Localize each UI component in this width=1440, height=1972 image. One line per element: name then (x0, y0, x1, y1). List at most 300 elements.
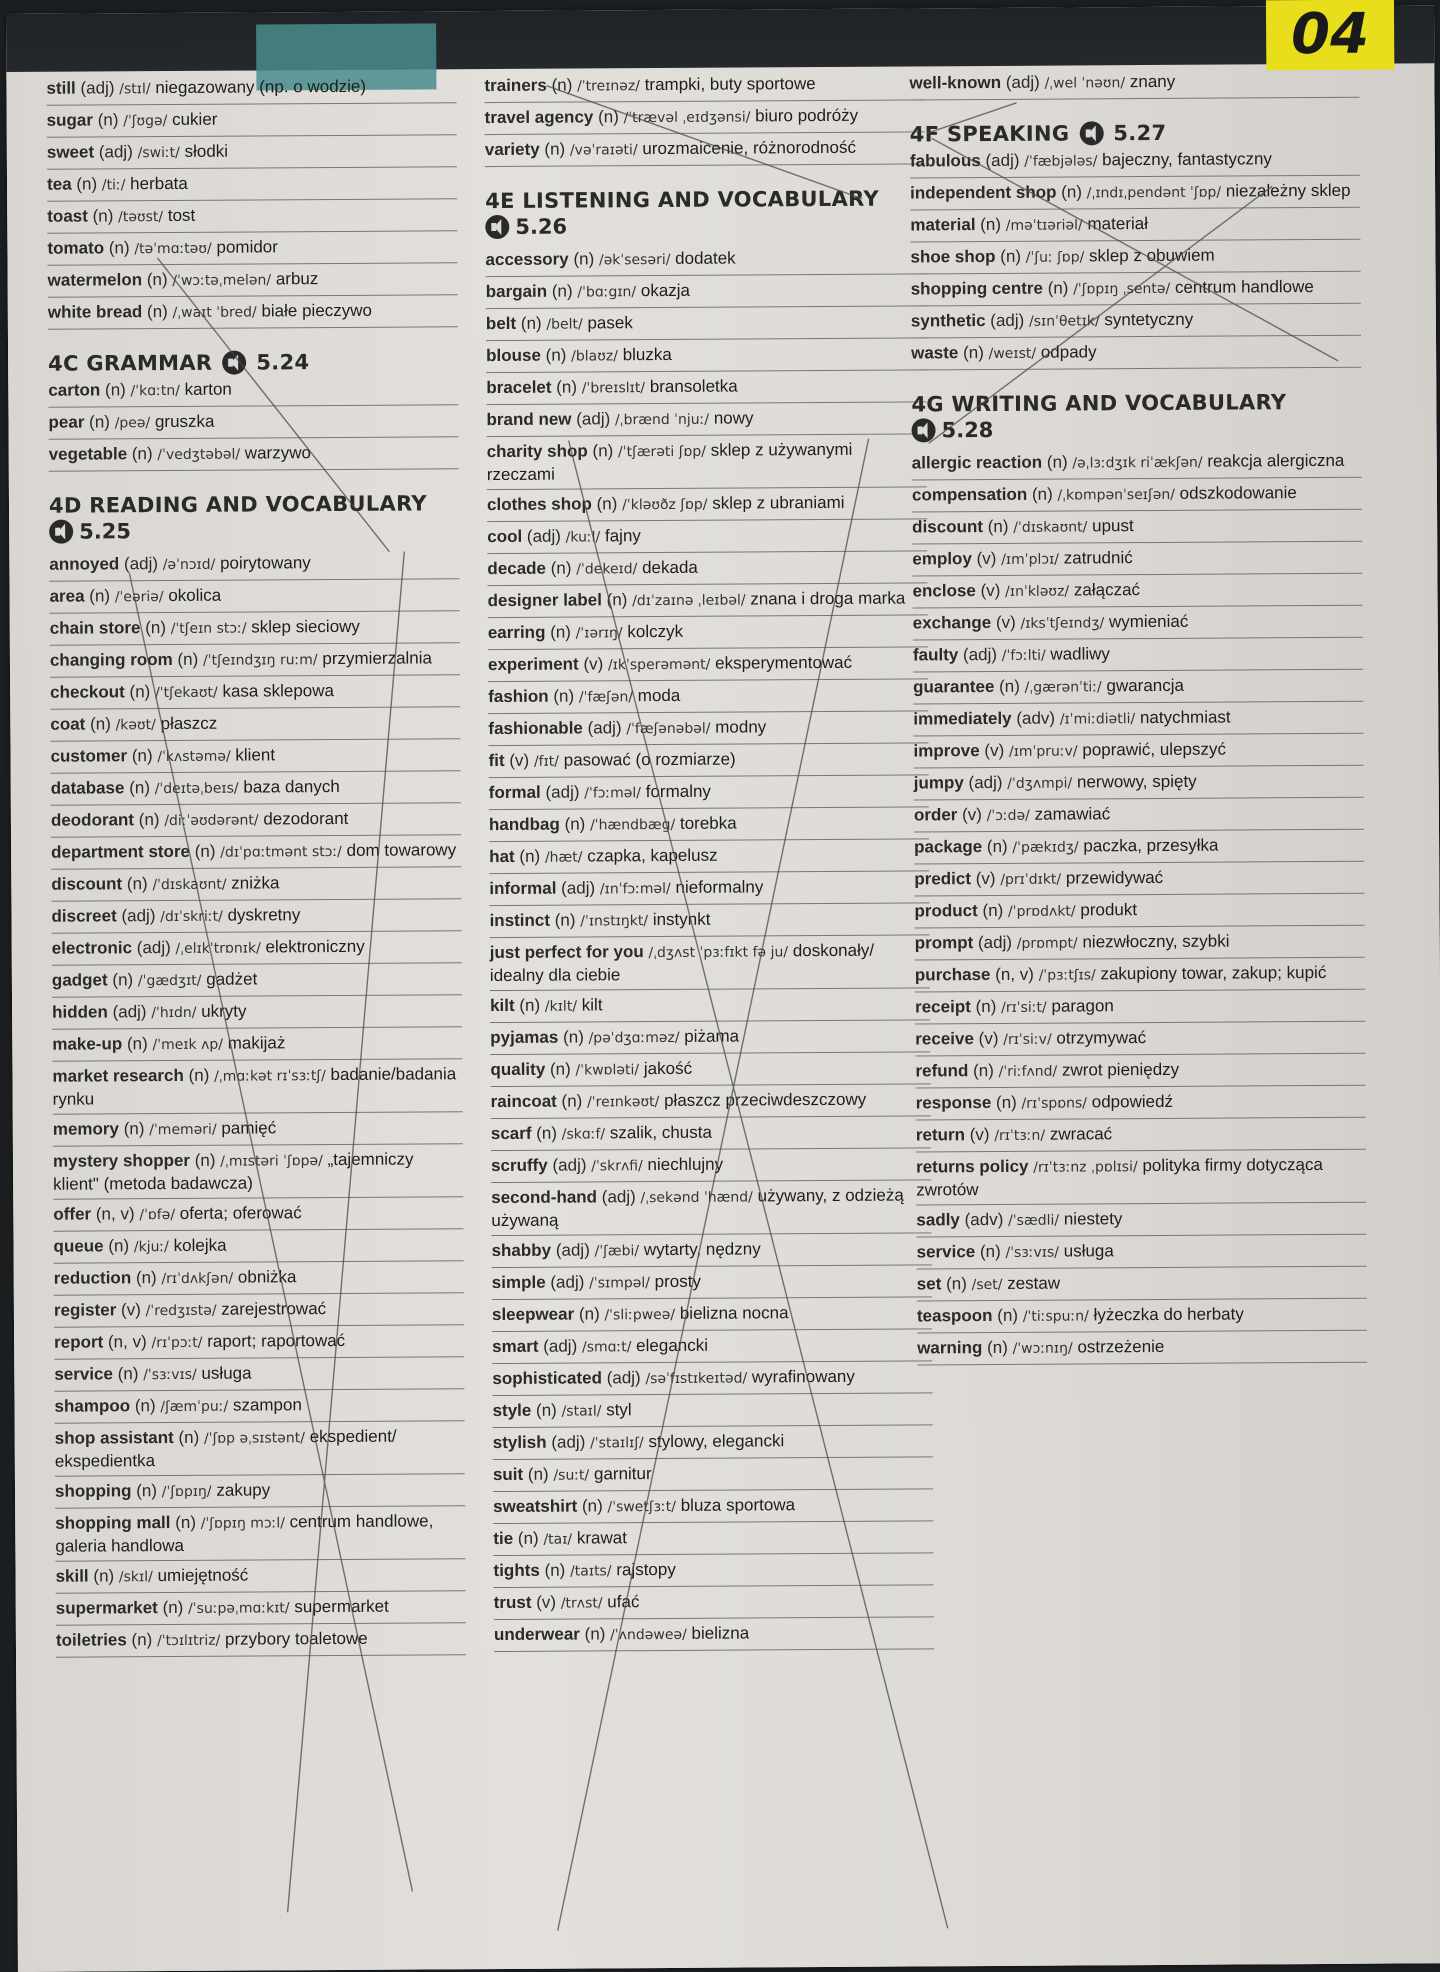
polish-translation: obniżka (237, 1267, 297, 1287)
vocab-headword: sugar (46, 110, 94, 130)
vocab-entry (55, 1421, 465, 1477)
vocab-headword: returns policy (916, 1156, 1029, 1177)
vocab-headword: changing room (49, 649, 173, 670)
part-of-speech: (n) (188, 1065, 210, 1085)
pronunciation: /taɪ/ (543, 1531, 573, 1548)
part-of-speech: (n) (93, 1566, 115, 1586)
vocab-headword: blouse (486, 345, 541, 366)
pronunciation: /staɪl/ (561, 1403, 602, 1420)
polish-translation: zarejestrować (221, 1299, 327, 1319)
part-of-speech: (adj) (123, 554, 159, 574)
part-of-speech: (n) (175, 1512, 197, 1532)
vocab-entry (492, 1265, 932, 1300)
pronunciation: /səˈfɪstɪkeɪtəd/ (645, 1370, 748, 1388)
vocab-entry (49, 437, 459, 472)
polish-translation: poirytowany (219, 553, 311, 573)
part-of-speech: (n) (606, 590, 628, 610)
vocab-entry (53, 1112, 463, 1147)
vocab-entry (489, 903, 929, 938)
pronunciation: /ˈtiːspuːn/ (1022, 1308, 1089, 1325)
pronunciation: /ˌdʒʌst ˈpɜːfɪkt fə ju/ (648, 944, 789, 962)
unit-number-badge: 04 (1266, 0, 1394, 70)
vocab-headword: jumpy (913, 773, 964, 793)
vocab-entry (47, 167, 457, 202)
pronunciation: /pəˈdʒɑːməz/ (588, 1029, 680, 1047)
vocab-entry (490, 935, 930, 991)
vocab-headword: compensation (911, 484, 1028, 505)
polish-translation: pomidor (216, 237, 278, 257)
vocab-entry (485, 132, 925, 167)
pronunciation: /kəʊt/ (115, 717, 156, 734)
vocab-headword: still (46, 78, 76, 98)
pronunciation: /ˌsekənd ˈhænd/ (640, 1189, 753, 1207)
polish-translation: warzywo (244, 443, 311, 463)
part-of-speech: (adv) (1016, 708, 1056, 728)
part-of-speech: (n) (178, 1427, 200, 1447)
polish-translation: fajny (604, 526, 641, 546)
audio-speaker-icon[interactable] (49, 520, 73, 544)
part-of-speech: (n) (979, 1241, 1001, 1262)
vocab-entry (911, 304, 1361, 339)
vocab-entry (914, 798, 1364, 833)
vocab-headword: warning (917, 1338, 983, 1358)
vocab-headword: shop assistant (54, 1428, 174, 1448)
part-of-speech: (n) (519, 846, 541, 866)
polish-translation: makijaż (227, 1033, 286, 1053)
vocab-headword: set (916, 1274, 942, 1294)
pronunciation: /ˈtrævəl ˌeɪdʒənsi/ (623, 109, 751, 127)
vocab-headword: bargain (485, 281, 548, 302)
vocab-headword: experiment (487, 654, 579, 675)
audio-speaker-icon[interactable] (485, 215, 509, 239)
vocab-headword: second-hand (491, 1187, 598, 1208)
polish-translation: znany (1129, 71, 1176, 92)
pronunciation: /ˈstaɪlɪʃ/ (590, 1435, 644, 1452)
vocab-headword: trainers (484, 75, 547, 96)
vocab-headword: watermelon (47, 270, 143, 290)
vocab-headword: memory (52, 1119, 120, 1139)
polish-translation: zniżka (231, 873, 280, 893)
audio-track-number: 5.27 (1113, 120, 1167, 146)
part-of-speech: (n) (544, 1560, 566, 1580)
part-of-speech: (n) (138, 810, 160, 830)
column-1 (46, 71, 466, 1657)
vocab-entry (48, 405, 458, 440)
polish-translation: pasować (o rozmiarze) (563, 749, 736, 770)
vocab-entry (50, 611, 460, 646)
vocab-entry (488, 711, 928, 746)
vocab-entry (53, 1197, 463, 1232)
polish-translation: prosty (654, 1271, 701, 1292)
vocab-headword: employ (912, 549, 972, 569)
section-4c-grammar (48, 349, 458, 376)
vocab-headword: electronic (51, 938, 133, 958)
vocab-headword: faulty (912, 645, 959, 665)
part-of-speech: (n) (551, 281, 573, 301)
vocab-headword: coat (50, 714, 86, 734)
polish-translation: nerwowy, spięty (1076, 771, 1197, 792)
pronunciation: /ɪnˈkləʊz/ (1005, 583, 1070, 600)
polish-translation: biuro podróży (755, 105, 859, 126)
polish-translation: niezwłoczny, szybki (1082, 931, 1230, 952)
polish-translation: raport; raportować (207, 1330, 346, 1351)
audio-speaker-icon[interactable] (911, 418, 935, 442)
pronunciation: /rɪˈdʌkʃən/ (161, 1270, 234, 1288)
polish-translation: bielizna nocna (679, 1303, 789, 1323)
part-of-speech: (n) (117, 1364, 139, 1384)
vocab-entry (915, 958, 1365, 993)
part-of-speech: (n) (1047, 278, 1069, 298)
part-of-speech: (n) (556, 377, 578, 397)
writing-word-list (912, 446, 1368, 1366)
polish-translation: zakupy (216, 1480, 271, 1500)
polish-translation: zakupiony towar, zakup; kupić (1100, 962, 1327, 984)
pronunciation: /ˈʃʊgə/ (123, 113, 168, 130)
vocab-headword: quality (490, 1059, 546, 1080)
polish-translation: rajstopy (616, 1559, 676, 1580)
section-4f-speaking (910, 120, 1360, 147)
vocab-entry (916, 1118, 1366, 1153)
vocab-entry (494, 1617, 934, 1652)
vocab-headword: tea (46, 174, 72, 194)
pronunciation: /vəˈraɪəti/ (569, 142, 638, 159)
part-of-speech: (n) (550, 622, 572, 642)
pronunciation: /ˈpækɪdʒ/ (1012, 839, 1079, 856)
vocab-headword: belt (485, 313, 517, 334)
pronunciation: /ˈsædli/ (1008, 1212, 1060, 1229)
vocab-headword: allergic reaction (911, 452, 1043, 473)
pronunciation: /trʌst/ (560, 1595, 603, 1612)
pronunciation: /diːˈəʊdərənt/ (164, 812, 259, 830)
part-of-speech: (adj) (136, 938, 171, 958)
pronunciation: /ˈhɪdn/ (151, 1004, 197, 1022)
polish-translation: herbata (130, 173, 188, 194)
vocab-entry (48, 263, 458, 298)
vocab-headword: sweet (46, 142, 95, 162)
polish-translation: elektroniczny (265, 936, 365, 957)
polish-translation: przewidywać (1065, 867, 1164, 888)
vocab-entry (913, 702, 1363, 737)
part-of-speech: (n) (136, 1481, 158, 1501)
polish-translation: stylowy, elegancki (648, 1431, 785, 1452)
vocab-headword: pear (48, 412, 85, 432)
polish-translation: ukryty (201, 1001, 247, 1021)
vocab-headword: earring (487, 622, 546, 643)
polish-translation: arbuz (275, 269, 319, 289)
part-of-speech: (n) (131, 746, 153, 766)
pronunciation: /təˈmɑːtəʊ/ (134, 240, 212, 258)
part-of-speech: (n) (550, 558, 572, 578)
pronunciation: /ˈʃɒpɪŋ ˌsentə/ (1073, 280, 1171, 298)
pronunciation: /peə/ (114, 415, 151, 432)
pronunciation: /ˈredʒɪstə/ (145, 1302, 217, 1320)
polish-translation: oferta; oferować (179, 1203, 302, 1223)
pronunciation: /ˈtɔɪlɪtriz/ (157, 1632, 221, 1650)
vocab-entry (913, 606, 1363, 641)
polish-translation: jakość (643, 1058, 693, 1079)
polish-translation: usługa (201, 1363, 252, 1383)
part-of-speech: (n) (963, 343, 984, 363)
polish-translation: słodki (184, 141, 229, 161)
vocab-headword: hidden (52, 1002, 108, 1022)
vocab-entry (52, 1027, 462, 1062)
vocab-entry (493, 1425, 933, 1460)
pronunciation: /suːt/ (553, 1467, 590, 1484)
pronunciation: /ˈʃuː ʃɒp/ (1025, 249, 1085, 266)
part-of-speech: (n) (177, 649, 199, 669)
section-title: 4F SPEAKING (909, 121, 1070, 147)
polish-translation: umiejętność (157, 1565, 249, 1586)
part-of-speech: (n) (564, 814, 586, 834)
polish-translation: baza danych (243, 776, 340, 797)
vocab-headword: charity shop (486, 441, 588, 462)
part-of-speech: (v) (536, 1592, 557, 1612)
vocab-entry (489, 775, 929, 810)
vocab-entry (489, 871, 929, 906)
vocab-headword: discount (912, 517, 984, 537)
vocab-headword: fashionable (488, 718, 583, 739)
polish-translation: doskonały/ idealny dla ciebie (489, 940, 875, 986)
part-of-speech: (n) (975, 996, 997, 1017)
polish-translation: torebka (679, 813, 737, 833)
pronunciation: /ɪmˈpruːv/ (1008, 743, 1078, 760)
vocab-entry (914, 894, 1364, 929)
part-of-speech: (n) (561, 1091, 583, 1111)
pronunciation: /hæt/ (544, 849, 583, 866)
part-of-speech: (v) (980, 580, 1001, 601)
audio-speaker-icon[interactable] (1079, 121, 1103, 145)
part-of-speech: (n) (146, 302, 168, 322)
vocab-entry (50, 707, 460, 742)
polish-translation: odpowiedź (1091, 1091, 1174, 1112)
pronunciation: /ˌwaɪt ˈbred/ (172, 304, 257, 321)
polish-translation: garnitur (593, 1464, 652, 1484)
vocab-entry (910, 144, 1360, 179)
vocab-headword: package (914, 837, 983, 857)
polish-translation: karton (184, 379, 232, 399)
pronunciation: /ˈkwɒləti/ (575, 1062, 640, 1079)
vocab-entry (493, 1489, 933, 1524)
vocab-entry (50, 739, 460, 774)
part-of-speech: (adj) (121, 906, 156, 926)
vocabulary-page (6, 1, 1440, 1972)
vocab-entry (48, 295, 458, 330)
vocab-entry (53, 1229, 463, 1264)
polish-translation: dyskretny (227, 905, 301, 925)
part-of-speech: (adj) (98, 142, 133, 162)
vocab-entry (47, 199, 457, 234)
polish-translation: płaszcz przeciwdeszczowy (663, 1089, 867, 1111)
vocab-headword: supermarket (55, 1598, 158, 1618)
listening-word-list (485, 242, 934, 1652)
pronunciation: /ˌelɪkˈtrɒnɪk/ (175, 940, 261, 957)
vocab-headword: product (914, 901, 978, 921)
section-title: 4C GRAMMAR (48, 350, 213, 376)
part-of-speech: (adj) (587, 718, 622, 738)
polish-translation: eksperymentować (715, 652, 853, 673)
part-of-speech: (n) (123, 1119, 145, 1139)
vocab-entry (49, 579, 459, 614)
pronunciation: /ˈfɔːlti/ (1001, 647, 1046, 664)
part-of-speech: (adj) (550, 1272, 585, 1292)
polish-translation: badanie/badania rynku (52, 1064, 457, 1109)
vocab-headword: register (53, 1300, 117, 1320)
pronunciation: /ˌbrænd ˈnjuː/ (614, 411, 710, 429)
vocab-entry (46, 71, 456, 106)
polish-translation: dezodorant (263, 808, 349, 829)
part-of-speech: (n) (135, 1268, 157, 1288)
pronunciation: /ˈfɔːməl/ (584, 785, 642, 802)
part-of-speech: (adj) (990, 310, 1025, 330)
pronunciation: /skɪl/ (118, 1569, 153, 1586)
polish-translation: kilt (581, 995, 603, 1015)
polish-translation: niegazowany (np. o wodzie) (155, 76, 367, 98)
vocab-entry (917, 1331, 1367, 1366)
pronunciation: /ˈɪərɪŋ/ (575, 625, 623, 642)
pronunciation: /taɪts/ (570, 1563, 612, 1580)
vocab-headword: variety (484, 139, 540, 160)
page-top-edge (6, 5, 1434, 72)
vocab-headword: tomato (47, 238, 105, 258)
polish-translation: poprawić, ulepszyć (1082, 739, 1227, 760)
vocab-entry (909, 66, 1359, 101)
part-of-speech: (n) (987, 1337, 1008, 1358)
vocab-entry (490, 1020, 930, 1055)
part-of-speech: (n) (162, 1597, 184, 1618)
polish-translation: instynkt (652, 909, 711, 930)
part-of-speech: (adj) (601, 1187, 636, 1207)
vocab-entry (913, 734, 1363, 769)
pronunciation: /dɪˈzaɪnə ˌleɪbəl/ (632, 592, 746, 610)
part-of-speech: (adj) (968, 772, 1003, 793)
vocab-headword: material (910, 215, 976, 235)
pronunciation: /swiːt/ (137, 144, 180, 162)
part-of-speech: (adj) (962, 644, 998, 665)
pronunciation: /tiː/ (101, 177, 126, 194)
vocab-entry (488, 583, 928, 618)
vocab-headword: scarf (490, 1123, 532, 1144)
vocab-headword: department store (51, 841, 191, 862)
section-4e-audio (485, 212, 925, 239)
polish-translation: natychmiast (1139, 707, 1231, 728)
polish-translation: polityka firmy dotycząca zwrotów (916, 1154, 1323, 1200)
vocab-entry (910, 240, 1360, 275)
pronunciation: /fɪt/ (533, 753, 560, 770)
vocab-entry (52, 963, 462, 998)
part-of-speech: (adj) (985, 150, 1020, 171)
pronunciation: /ˈhændbæg/ (590, 816, 676, 834)
vocab-headword: fit (488, 750, 505, 771)
vocab-headword: shopping mall (55, 1513, 171, 1533)
polish-translation: zatrudnić (1063, 548, 1133, 568)
vocab-entry (915, 926, 1365, 961)
vocab-entry (54, 1261, 464, 1296)
part-of-speech: (adj) (1005, 72, 1040, 92)
polish-translation: szampon (232, 1395, 302, 1415)
vocab-entry (484, 68, 924, 103)
vocab-headword: cool (487, 526, 523, 547)
pronunciation: /weɪst/ (988, 345, 1037, 363)
vocab-entry (49, 547, 459, 582)
vocab-headword: exchange (912, 612, 992, 633)
pronunciation: /ˈfæbjələs/ (1024, 153, 1098, 170)
pronunciation: /rɪˈtɜːn/ (994, 1127, 1046, 1144)
polish-translation: pasek (587, 313, 633, 333)
part-of-speech: (adj) (552, 1155, 587, 1175)
vocab-entry (487, 551, 927, 586)
pronunciation: /ˈriːfʌnd/ (998, 1063, 1058, 1080)
pronunciation: /ˈdɪskaʊnt/ (152, 876, 227, 894)
part-of-speech: (n) (544, 139, 566, 159)
vocab-entry (917, 1299, 1367, 1334)
part-of-speech: (n) (112, 970, 134, 990)
vocab-headword: response (915, 1093, 992, 1113)
pronunciation: /prɒmpt/ (1016, 935, 1078, 952)
part-of-speech: (n) (145, 618, 167, 638)
part-of-speech: (n) (527, 1464, 549, 1484)
polish-translation: niestety (1063, 1209, 1123, 1229)
vocab-headword: queue (53, 1236, 104, 1256)
vocab-headword: designer label (487, 590, 602, 611)
section-4d-audio (49, 517, 459, 544)
top-word-list (909, 66, 1359, 101)
part-of-speech: (n, v) (95, 1204, 135, 1224)
section-4e-listening-title: 4E LISTENING AND VOCABULARY (485, 186, 879, 214)
part-of-speech: (n) (146, 270, 168, 290)
vocab-entry (487, 519, 927, 554)
polish-translation: syntetyczny (1104, 309, 1194, 330)
vocab-headword: prompt (914, 933, 974, 953)
pronunciation: /ˈbɑːgɪn/ (577, 284, 637, 301)
vocab-entry (486, 274, 926, 309)
part-of-speech: (n) (104, 380, 126, 400)
part-of-speech: (n) (108, 1236, 130, 1256)
vocab-entry (491, 1116, 931, 1151)
polish-translation: bransoletka (649, 376, 738, 397)
part-of-speech: (n) (1061, 182, 1083, 202)
vocab-headword: bracelet (486, 377, 552, 398)
part-of-speech: (n) (134, 1396, 156, 1416)
part-of-speech: (n) (549, 1059, 571, 1079)
vocab-entry (494, 1585, 934, 1620)
vocab-headword: decade (487, 558, 547, 579)
vocab-entry (492, 1297, 932, 1332)
audio-track-number: 5.26 (515, 214, 568, 239)
vocab-headword: discreet (51, 906, 117, 926)
vocab-headword: purchase (914, 965, 991, 985)
pronunciation: /ˈtʃeɪndʒɪŋ ruːm/ (202, 652, 318, 669)
audio-speaker-icon[interactable] (222, 351, 246, 375)
vocab-headword: style (492, 1400, 532, 1421)
part-of-speech: (n) (536, 1123, 558, 1143)
vocab-entry (916, 1235, 1366, 1270)
polish-translation: czapka, kapelusz (587, 845, 718, 866)
part-of-speech: (n) (986, 836, 1008, 857)
polish-translation: wymieniać (1108, 611, 1189, 632)
polish-translation: niechlujny (647, 1154, 724, 1175)
part-of-speech: (n) (194, 1150, 216, 1170)
pronunciation: /ˈʃɒp əˌsɪstənt/ (203, 1430, 305, 1447)
vocab-headword: informal (489, 878, 557, 899)
part-of-speech: (n) (89, 586, 111, 606)
part-of-speech: (n) (995, 1092, 1017, 1112)
vocab-entry (913, 670, 1363, 705)
vocab-headword: annoyed (49, 554, 120, 574)
vocab-entry (914, 862, 1364, 897)
part-of-speech: (n) (982, 900, 1004, 921)
part-of-speech: (n) (584, 1624, 606, 1644)
vocab-entry (491, 1084, 931, 1119)
